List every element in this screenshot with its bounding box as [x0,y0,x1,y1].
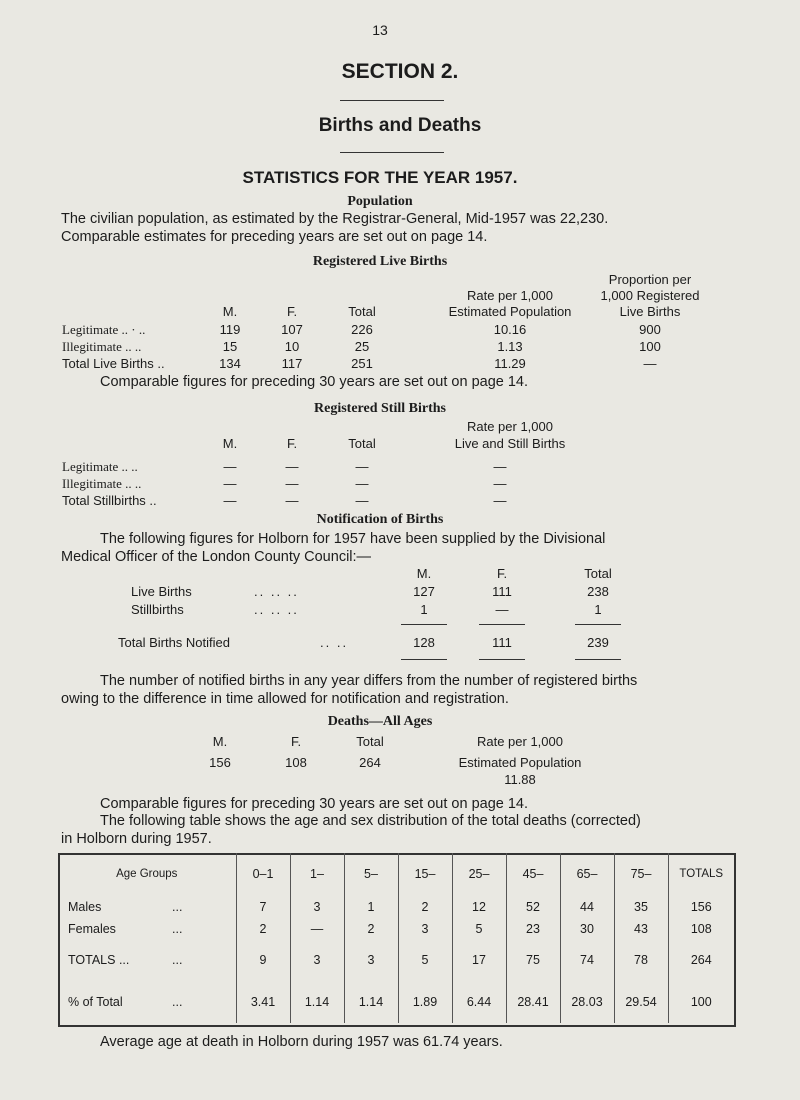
section-title: SECTION 2. [341,60,459,83]
cell: — [495,602,509,617]
notification-note: owing to the difference in time allowed for notification and registration. [61,691,509,707]
cell: 119 [219,322,241,337]
col-header: Rate per 1,000 [476,734,563,749]
cell: 128 [413,635,435,650]
cell: 29.54 [614,981,668,1024]
leader-dots: ... [172,953,183,968]
cell: 6.44 [452,981,506,1024]
cell: — [223,459,237,474]
deaths-intro: The following table shows the age and sex distribution of the total deaths (corrected) [100,813,641,829]
cell: — [285,476,299,491]
notification-text: The following figures for Holborn for 1957 have been supplied by the Divisional [100,531,606,547]
cell: 1.13 [497,339,523,354]
cell: 28.03 [560,981,614,1024]
cell: 15 [222,339,238,354]
cell: — [285,459,299,474]
cell: 9 [236,940,290,980]
row-label: % of Total ... [68,994,183,1009]
cell: 117 [281,356,303,371]
table-header-row [58,853,734,896]
cell: 78 [614,940,668,980]
leader-dots: .. .. [320,635,349,650]
cell: 2 [344,918,398,940]
average-age-note: Average age at death in Holborn during 1957 was 61.74 years. [100,1034,503,1050]
cell: 3 [290,940,344,980]
age-table [58,853,734,1023]
cell: 100 [668,981,734,1024]
cell: 1 [594,602,602,617]
cell: 23 [506,918,560,940]
cell: 251 [351,356,373,371]
row-label: Males ... [68,899,183,914]
cell: 75 [506,940,560,980]
comparable-note: Comparable figures for preceding 30 years are set out on page 14. [100,374,529,390]
cell: 1.14 [344,981,398,1024]
row-label: Legitimate .. · .. [62,322,146,337]
cell: 5 [452,918,506,940]
col-header: Rate per 1,000 [466,419,553,434]
cell: 7 [236,896,290,918]
leader-dots: ... [172,899,183,914]
sum-rule [575,659,621,660]
leader-dots: .. .. .. [254,584,299,599]
header-cell: 15– [398,853,452,896]
row-label: Stillbirths [131,602,184,617]
cell: 3 [398,918,452,940]
cell: 156 [668,896,734,918]
cell: 10.16 [493,322,527,337]
col-header: M. [212,734,228,749]
cell: 156 [209,755,231,770]
cell: 127 [413,584,435,599]
cell: 3 [290,896,344,918]
cell: 30 [560,918,614,940]
cell: 5 [398,940,452,980]
col-header: F. [290,734,302,749]
leader-dots: .. .. .. [254,602,299,617]
page-heading: Births and Deaths [318,115,482,136]
cell: 44 [560,896,614,918]
leader-dots: ... [172,921,183,936]
col-header: Rate per 1,000 [466,288,553,303]
page-number: 13 [372,22,388,38]
cell: — [493,493,507,508]
header-age-groups: Age Groups [116,868,178,881]
divider [340,100,444,101]
cell: 1.14 [290,981,344,1024]
row-label: Legitimate .. .. [62,459,138,474]
col-header: F. [286,436,298,451]
header-cell: 25– [452,853,506,896]
cell: 111 [492,584,512,599]
col-header: Estimated Population [448,304,572,319]
cell: — [285,493,299,508]
cell: 74 [560,940,614,980]
population-text: Comparable estimates for preceding years are set out on page 14. [61,229,488,245]
col-header: Proportion per [608,272,692,287]
cell: 1 [420,602,428,617]
divider [340,152,444,153]
notification-title: Notification of Births [316,512,444,527]
cell: 100 [639,339,661,354]
live-births-title: Registered Live Births [312,254,448,269]
notification-note: The number of notified births in any year differs from the number of registered births [100,673,638,689]
col-header: Total [584,566,612,581]
cell: 239 [587,635,609,650]
row-label: Total Births Notified [118,635,230,650]
cell: 25 [354,339,370,354]
sum-rule [479,659,525,660]
row-label: Females ... [68,921,183,936]
header-cell: TOTALS [668,853,734,896]
cell: 1 [344,896,398,918]
cell: 11.29 [494,356,526,371]
row-label: Total Live Births .. [62,356,165,371]
row-label: TOTALS ... ... [68,953,183,968]
cell: — [355,476,369,491]
cell: Estimated Population [458,755,582,770]
cell: 900 [639,322,661,337]
cell: 10 [284,339,300,354]
deaths-title: Deaths—All Ages [327,714,433,729]
col-header: M. [222,436,238,451]
col-header: M. [416,566,432,581]
table-row [58,918,734,940]
row-label: Live Births [131,584,192,599]
cell: 52 [506,896,560,918]
row-label: Illegitimate .. .. [62,476,142,491]
sum-rule [401,659,447,660]
table-row [58,896,734,918]
header-cell: 0–1 [236,853,290,896]
cell: 3.41 [236,981,290,1024]
row-label: Total Stillbirths .. [62,493,157,508]
sum-rule [575,624,621,625]
deaths-intro: in Holborn during 1957. [61,831,212,847]
cell: 1.89 [398,981,452,1024]
cell: — [355,493,369,508]
col-header: M. [222,304,238,319]
header-cell: 1– [290,853,344,896]
col-header: 1,000 Registered [600,288,700,303]
cell: 264 [359,755,381,770]
col-header: Total [348,304,376,319]
cell: 28.41 [506,981,560,1024]
cell: 108 [285,755,307,770]
cell: — [355,459,369,474]
col-header: F. [496,566,508,581]
table-row [58,981,734,1024]
statistics-title: STATISTICS FOR THE YEAR 1957. [242,168,518,187]
cell: 264 [668,940,734,980]
cell: — [223,493,237,508]
header-cell: 65– [560,853,614,896]
cell: 134 [219,356,241,371]
col-header: Live Births [619,304,681,319]
cell: 3 [344,940,398,980]
cell: 2 [236,918,290,940]
population-title: Population [347,194,413,209]
col-header: F. [286,304,298,319]
col-header: Live and Still Births [454,436,566,451]
sum-rule [401,624,447,625]
notification-text: Medical Officer of the London County Council:— [61,549,372,565]
cell: 111 [492,635,512,650]
leader-dots: ... [172,994,183,1009]
cell: 108 [668,918,734,940]
cell: — [493,476,507,491]
col-header: Total [356,734,384,749]
population-text: The civilian population, as estimated by the Registrar-General, Mid-1957 was 22,230. [61,211,609,227]
col-header: Total [348,436,376,451]
sum-rule [479,624,525,625]
header-cell: 5– [344,853,398,896]
row-label: Illegitimate .. .. [62,339,142,354]
cell: 238 [587,584,609,599]
cell: — [290,918,344,940]
cell: — [493,459,507,474]
still-births-title: Registered Still Births [314,401,446,416]
header-cell: 75– [614,853,668,896]
table-row [58,940,734,980]
cell: 107 [281,322,303,337]
cell: 43 [614,918,668,940]
cell: 12 [452,896,506,918]
cell: — [643,356,657,371]
cell: 17 [452,940,506,980]
cell: 35 [614,896,668,918]
cell: 11.88 [504,772,536,787]
cell: — [223,476,237,491]
header-cell: 45– [506,853,560,896]
cell: 226 [351,322,373,337]
cell: 2 [398,896,452,918]
comparable-note: Comparable figures for preceding 30 years are set out on page 14. [100,796,529,812]
